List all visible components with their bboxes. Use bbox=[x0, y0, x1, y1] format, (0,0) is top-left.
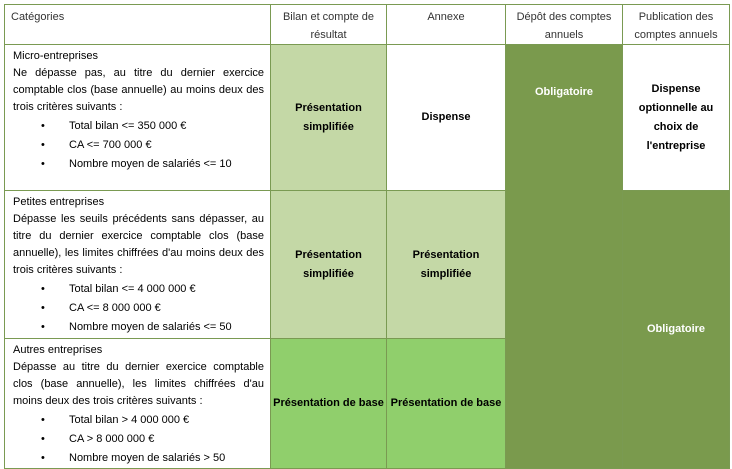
category-autres bbox=[5, 339, 271, 469]
header-depot: Dépôt des comptes annuels bbox=[506, 5, 623, 45]
criteria-item: • Nombre moyen de salariés <= 50 bbox=[69, 318, 264, 337]
category-title: Autres entreprises bbox=[13, 344, 103, 356]
criteria-list bbox=[13, 280, 264, 337]
header-annexe: Annexe bbox=[387, 5, 506, 45]
autres-annexe-cell: Présentation de base bbox=[387, 339, 506, 469]
criteria-item: • Total bilan > 4 000 000 € bbox=[69, 411, 264, 430]
criteria-item: • CA <= 8 000 000 € bbox=[69, 299, 264, 318]
category-petites bbox=[5, 191, 271, 339]
criteria-item: • Nombre moyen de salariés > 50 bbox=[69, 449, 264, 468]
criteria-item: • Total bilan <= 4 000 000 € bbox=[69, 280, 264, 299]
category-description: Ne dépasse pas, au titre du dernier exercice comptable clos (base annuelle) au moins deux des trois critères suivants : bbox=[13, 67, 264, 113]
criteria-item: • Total bilan <= 350 000 € bbox=[69, 117, 264, 136]
category-title: Micro-entreprises bbox=[13, 50, 98, 62]
header-row bbox=[5, 5, 730, 45]
micro-publication-cell: Dispense optionnelle au choix de l'entreprise bbox=[623, 45, 730, 191]
micro-bilan-cell: Présentation simplifiée bbox=[271, 45, 387, 191]
category-title: Petites entreprises bbox=[13, 196, 105, 208]
criteria-list bbox=[13, 411, 264, 468]
criteria-item: • CA > 8 000 000 € bbox=[69, 430, 264, 449]
table-row-micro bbox=[5, 45, 730, 191]
comparison-table bbox=[4, 4, 730, 469]
criteria-item: • CA <= 700 000 € bbox=[69, 136, 264, 155]
petites-annexe-cell: Présentation simplifiée bbox=[387, 191, 506, 339]
category-description: Dépasse les seuils précédents sans dépasser, au titre du dernier exercice comptable clos (base annuelle), les limites chiffrées d'au moins deux des trois critères suivants : bbox=[13, 213, 264, 276]
criteria-item: • Nombre moyen de salariés <= 10 bbox=[69, 155, 264, 174]
petites-bilan-cell: Présentation simplifiée bbox=[271, 191, 387, 339]
header-bilan: Bilan et compte de résultat bbox=[271, 5, 387, 45]
category-micro bbox=[5, 45, 271, 191]
category-description: Dépasse au titre du dernier exercice comptable clos (base annuelle), les limites chiffrées d'au moins deux des trois critères suivants : bbox=[13, 361, 264, 407]
header-publication: Publication des comptes annuels bbox=[623, 5, 730, 45]
header-categories: Catégories bbox=[5, 5, 271, 45]
depot-cell: Obligatoire bbox=[506, 45, 623, 469]
autres-bilan-cell: Présentation de base bbox=[271, 339, 387, 469]
criteria-list bbox=[13, 117, 264, 174]
micro-annexe-cell: Dispense bbox=[387, 45, 506, 191]
publication-obligatoire-cell: Obligatoire bbox=[623, 191, 730, 469]
